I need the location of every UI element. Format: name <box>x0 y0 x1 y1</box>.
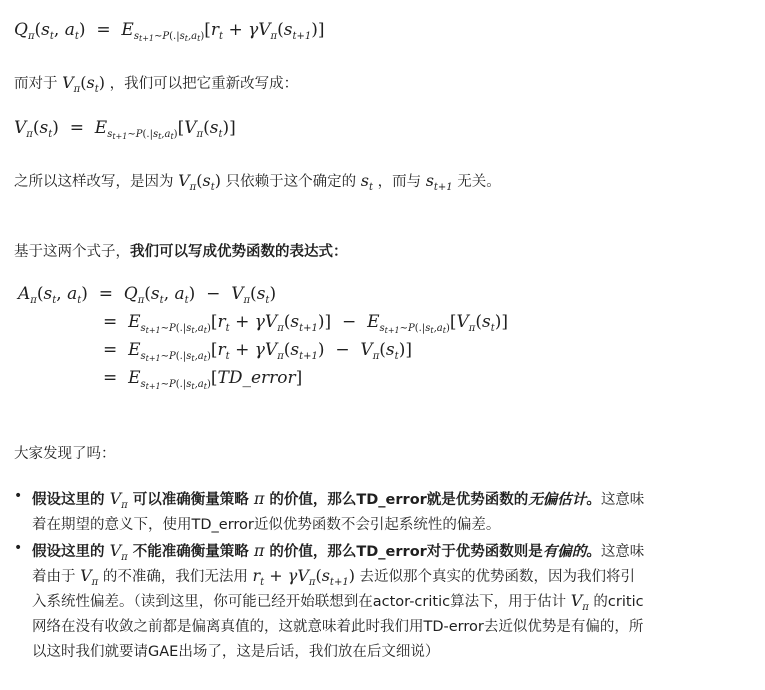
paragraph-rewrite-intro: 而对于 $V_\pi(s_t)$ ，我们可以把它重新改写成： <box>14 73 299 95</box>
equation-line-2: = $E_{s_{t+1}\sim P(.|s_t,a_t)}[r_t + \gamma V_\pi(s_{t+1})] - E_{s_{t+1}\sim P(.|s_t,a_t)}[V_\pi(s_t)]$ <box>103 312 509 335</box>
bullet-line-3: 入系统性偏差。（读到这里，你可能已经开始联想到在actor-critic算法下，用于估计 $V_\pi$ 的critic <box>32 591 644 613</box>
bullet-line-2: 着由于 $V_\pi$ 的不准确，我们无法用 $r_t + \gamma V_\pi(s_{t+1})$ 去近似那个真实的优势函数，因为我们将引 <box>32 566 636 588</box>
paragraph-advantage-intro: 基于这两个式子，我们可以写成优势函数的表达式： <box>14 244 348 260</box>
equation-line-1: $A_\pi(s_t$, $a_t) = Q_\pi(s_t$, $a_t) - V_\pi(s_t)$ <box>18 284 277 306</box>
equation-advantage-derivation <box>18 284 578 400</box>
equation-line-4: = $E_{s_{t+1}\sim P(.|s_t,a_t)}[TD\_error]$ <box>103 368 303 391</box>
equation-line-3: = $E_{s_{t+1}\sim P(.|s_t,a_t)}[r_t + \gamma V_\pi(s_{t+1}) - V_\pi(s_t)]$ <box>103 340 412 363</box>
bullet-line-5: 以这时我们就要请GAE出场了，这是后话，我们放在后文细说） <box>32 644 440 660</box>
paragraph-question: 大家发现了吗： <box>14 446 116 462</box>
bullet-line-1: 假设这里的 $V_\pi$ 不能准确衡量策略 π 的价值，那么TD_error对于优势函数则是有偏的。这意味 <box>32 541 645 563</box>
equation-q-definition: $Q_\pi(s_t$, $a_t) = E_{s_{t+1}\sim P(.|s_t,a_t)}[r_t + \gamma V_\pi(s_{t+1})]$ <box>14 20 325 43</box>
bullet-line-1: 假设这里的 $V_\pi$ 可以准确衡量策略 π 的价值，那么TD_error就是优势函数的无偏估计。这意味 <box>32 489 645 511</box>
bullet-line-4: 网络在没有收敛之前都是偏离真值的，这就意味着此时我们用TD-error去近似优势是有偏的，所 <box>32 619 644 635</box>
bullet-dot: • <box>14 488 23 504</box>
equation-v-definition: $V_\pi(s_t) = E_{s_{t+1}\sim P(.|s_t,a_t)}[V_\pi(s_t)]$ <box>14 118 236 141</box>
paragraph-rewrite-reason: 之所以这样改写，是因为 $V_\pi(s_t)$ 只依赖于这个确定的 $s_t$ ，而与 $s_{t+1}$ 无关。 <box>14 171 501 193</box>
bullet-dot: • <box>14 540 23 556</box>
bullet-line-2: 着在期望的意义下，使用TD_error近似优势函数不会引起系统性的偏差。 <box>32 517 501 533</box>
